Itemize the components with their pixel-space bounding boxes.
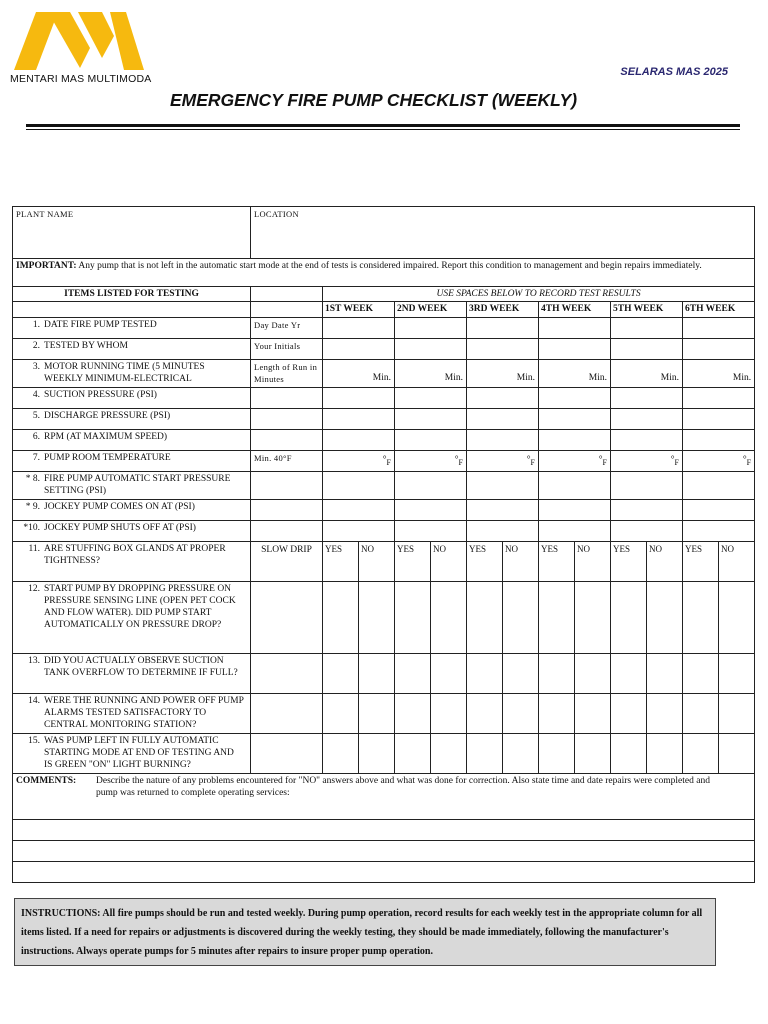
comments-cell[interactable] <box>13 774 755 820</box>
week-result-cell[interactable] <box>323 430 395 451</box>
minutes-unit: Min. <box>444 373 463 383</box>
week-result-cell[interactable] <box>683 521 755 542</box>
week-result-cell[interactable] <box>611 472 683 500</box>
fahrenheit-unit: F <box>530 457 535 467</box>
table-row <box>13 388 755 409</box>
week-result-cell[interactable] <box>467 500 539 521</box>
minutes-unit: Min. <box>516 373 535 383</box>
week-result-cell[interactable] <box>323 451 395 472</box>
week-result-cell[interactable] <box>539 409 611 430</box>
item-number: 5. <box>32 411 40 421</box>
item-text: DISCHARGE PRESSURE (PSI) <box>44 411 171 421</box>
weeks-blank-cell <box>13 302 251 318</box>
item-text: MOTOR RUNNING TIME (5 MINUTES WEEKLY MINIMUM-ELECTRICAL <box>44 362 205 384</box>
items-header-row <box>13 287 755 302</box>
week-result-cell[interactable] <box>611 430 683 451</box>
comments-instructions: Describe the nature of any problems encountered for "NO" answers above and what was done for correction. Also state time and date repairs were completed and pump was returned to complete operating services: <box>96 776 710 798</box>
yes-cell[interactable] <box>539 694 575 734</box>
week-result-cell[interactable] <box>323 500 395 521</box>
table-row <box>13 451 755 472</box>
no-cell[interactable] <box>575 654 611 694</box>
item-cell <box>13 500 251 521</box>
degree-symbol: ° <box>670 454 675 465</box>
table-row <box>13 318 755 339</box>
week-result-cell[interactable] <box>683 360 755 388</box>
item-note: Your Initials <box>251 339 323 360</box>
item-text: ARE STUFFING BOX GLANDS AT PROPER TIGHTNESS? <box>44 544 226 566</box>
item-note <box>251 409 323 430</box>
table-row <box>13 521 755 542</box>
week-result-cell[interactable] <box>539 339 611 360</box>
item-number: 4. <box>32 390 40 400</box>
yes-cell[interactable]: YES <box>611 542 647 582</box>
week-header-4: 4TH WEEK <box>539 302 611 318</box>
week-result-cell[interactable] <box>395 409 467 430</box>
plant-name-field[interactable] <box>13 207 251 259</box>
company-logo <box>10 10 160 85</box>
item-number: 1. <box>32 320 40 330</box>
week-result-cell[interactable] <box>539 318 611 339</box>
important-text: Any pump that is not left in the automatic start mode at the end of tests is considered impaired. Report this condition to management and begin repairs immediately. <box>78 261 702 271</box>
table-row <box>13 542 755 582</box>
yes-cell[interactable] <box>611 734 647 774</box>
item-cell <box>13 451 251 472</box>
week-result-cell[interactable] <box>611 388 683 409</box>
week-result-cell[interactable] <box>395 360 467 388</box>
fahrenheit-unit: F <box>458 457 463 467</box>
item-cell <box>13 388 251 409</box>
item-number: 14. <box>28 696 40 706</box>
item-cell <box>13 360 251 388</box>
week-result-cell[interactable] <box>539 388 611 409</box>
comment-line <box>13 862 755 883</box>
yes-cell[interactable] <box>539 654 575 694</box>
yes-cell[interactable] <box>395 694 431 734</box>
yes-cell[interactable] <box>395 582 431 654</box>
week-result-cell[interactable] <box>683 472 755 500</box>
item-note <box>251 388 323 409</box>
week-result-cell[interactable] <box>539 360 611 388</box>
item-text: FIRE PUMP AUTOMATIC START PRESSURE SETTING (PSI) <box>44 474 231 496</box>
item-cell <box>13 472 251 500</box>
no-cell[interactable] <box>575 694 611 734</box>
no-cell[interactable] <box>431 654 467 694</box>
comment-line-field[interactable] <box>13 841 755 862</box>
yes-cell[interactable]: YES <box>395 542 431 582</box>
week-result-cell[interactable] <box>395 388 467 409</box>
item-cell <box>13 430 251 451</box>
yes-cell[interactable] <box>467 734 503 774</box>
location-label: LOCATION <box>254 209 299 219</box>
week-result-cell[interactable] <box>683 451 755 472</box>
no-cell[interactable] <box>503 654 539 694</box>
comment-line <box>13 841 755 862</box>
item-number: 12. <box>28 584 40 594</box>
no-cell[interactable]: NO <box>503 542 539 582</box>
week-result-cell[interactable] <box>539 430 611 451</box>
company-name: MENTARI MAS MULTIMODA <box>10 73 152 85</box>
degree-symbol: ° <box>382 454 387 465</box>
title-divider-thin <box>26 129 740 130</box>
yes-cell[interactable] <box>467 654 503 694</box>
week-result-cell[interactable] <box>683 430 755 451</box>
week-result-cell[interactable] <box>323 360 395 388</box>
item-number: 15. <box>28 736 40 746</box>
fahrenheit-unit: F <box>386 457 391 467</box>
item-note <box>251 734 323 774</box>
week-result-cell[interactable] <box>395 451 467 472</box>
no-cell[interactable] <box>359 694 395 734</box>
item-text: DATE FIRE PUMP TESTED <box>44 320 157 330</box>
location-field[interactable] <box>251 207 755 259</box>
table-row <box>13 582 755 654</box>
instructions-box: INSTRUCTIONS: All fire pumps should be run and tested weekly. During pump operation, record results for each weekly test in the appropriate column for all items listed. If a need for repairs or adjustments is discovered during the weekly testing, they should be made immediately, following the manufacturer's instructions. Always operate pumps for 5 minutes after repairs to insure proper pump operation. <box>14 898 716 966</box>
item-number: 7. <box>32 453 40 463</box>
no-cell[interactable]: NO <box>359 542 395 582</box>
no-cell[interactable] <box>431 694 467 734</box>
plant-name-label: PLANT NAME <box>16 209 74 219</box>
table-row <box>13 360 755 388</box>
week-result-cell[interactable] <box>395 521 467 542</box>
week-result-cell[interactable] <box>467 521 539 542</box>
item-note <box>251 500 323 521</box>
week-result-cell[interactable] <box>323 318 395 339</box>
no-cell[interactable] <box>359 582 395 654</box>
yes-cell[interactable] <box>395 654 431 694</box>
week-result-cell[interactable] <box>611 318 683 339</box>
no-cell[interactable]: NO <box>647 542 683 582</box>
yes-cell[interactable] <box>539 734 575 774</box>
yes-cell[interactable] <box>323 582 359 654</box>
item-text: TESTED BY WHOM <box>44 341 128 351</box>
yes-cell[interactable]: YES <box>539 542 575 582</box>
minutes-unit: Min. <box>732 373 752 383</box>
yes-cell[interactable] <box>611 582 647 654</box>
table-row <box>13 654 755 694</box>
item-text: SUCTION PRESSURE (PSI) <box>44 390 157 400</box>
week-result-cell[interactable] <box>467 409 539 430</box>
minutes-unit: Min. <box>588 373 607 383</box>
yes-cell[interactable] <box>611 694 647 734</box>
yes-cell[interactable] <box>323 734 359 774</box>
week-result-cell[interactable] <box>323 409 395 430</box>
item-note <box>251 694 323 734</box>
table-row <box>13 472 755 500</box>
fahrenheit-unit: F <box>674 457 679 467</box>
week-result-cell[interactable] <box>323 521 395 542</box>
week-result-cell[interactable] <box>683 388 755 409</box>
week-header-5: 5TH WEEK <box>611 302 683 318</box>
item-cell <box>13 734 251 774</box>
week-header-6: 6TH WEEK <box>683 302 755 318</box>
yes-cell[interactable] <box>467 582 503 654</box>
item-number: *10. <box>23 523 40 533</box>
week-result-cell[interactable] <box>395 430 467 451</box>
document-code: SELARAS MAS 2025 <box>620 66 728 78</box>
weeks-blank-note-cell <box>251 302 323 318</box>
week-header-3: 3RD WEEK <box>467 302 539 318</box>
no-cell[interactable] <box>503 582 539 654</box>
item-note: Length of Run in Minutes <box>251 360 323 388</box>
yes-cell[interactable]: YES <box>323 542 359 582</box>
yes-cell[interactable] <box>539 582 575 654</box>
table-row <box>13 694 755 734</box>
degree-symbol: ° <box>454 454 459 465</box>
yes-cell[interactable] <box>467 694 503 734</box>
yes-cell[interactable]: YES <box>467 542 503 582</box>
item-cell <box>13 654 251 694</box>
item-number: 3. <box>32 362 40 372</box>
week-result-cell[interactable] <box>611 360 683 388</box>
item-cell <box>13 542 251 582</box>
week-result-cell[interactable] <box>539 500 611 521</box>
week-result-cell[interactable] <box>611 521 683 542</box>
week-result-cell[interactable] <box>467 360 539 388</box>
item-cell <box>13 694 251 734</box>
yes-cell[interactable] <box>323 694 359 734</box>
yes-cell[interactable] <box>323 654 359 694</box>
item-number: 2. <box>32 341 40 351</box>
item-note <box>251 430 323 451</box>
page-title: EMERGENCY FIRE PUMP CHECKLIST (WEEKLY) <box>170 90 578 110</box>
item-note <box>251 521 323 542</box>
item-number: 13. <box>28 656 40 666</box>
week-result-cell[interactable] <box>323 339 395 360</box>
item-note: Min. 40°F <box>251 451 323 472</box>
yes-cell[interactable] <box>683 694 719 734</box>
fahrenheit-unit: F <box>602 457 607 467</box>
table-row <box>13 734 755 774</box>
week-result-cell[interactable] <box>539 451 611 472</box>
no-cell[interactable] <box>647 654 683 694</box>
item-note: Day Date Yr <box>251 318 323 339</box>
mentari-logo-icon <box>14 10 144 70</box>
degree-symbol: ° <box>598 454 603 465</box>
item-text: PUMP ROOM TEMPERATURE <box>44 453 171 463</box>
week-result-cell[interactable] <box>683 500 755 521</box>
table-row <box>13 339 755 360</box>
results-header: USE SPACES BELOW TO RECORD TEST RESULTS <box>323 287 755 302</box>
item-number: 11. <box>28 544 40 554</box>
no-cell[interactable] <box>719 654 755 694</box>
no-cell[interactable]: NO <box>719 542 755 582</box>
item-text: JOCKEY PUMP SHUTS OFF AT (PSI) <box>44 523 196 533</box>
no-cell[interactable] <box>647 694 683 734</box>
important-row <box>13 259 755 287</box>
week-result-cell[interactable] <box>539 472 611 500</box>
no-cell[interactable] <box>575 582 611 654</box>
item-note: SLOW DRIP <box>251 542 323 582</box>
title-divider-thick <box>26 124 740 127</box>
item-text: WERE THE RUNNING AND POWER OFF PUMP ALARMS TESTED SATISFACTORY TO CENTRAL MONITORING STATION? <box>44 696 244 730</box>
week-result-cell[interactable] <box>395 500 467 521</box>
week-result-cell[interactable] <box>611 339 683 360</box>
header-row <box>13 207 755 259</box>
week-result-cell[interactable] <box>395 318 467 339</box>
item-text: DID YOU ACTUALLY OBSERVE SUCTION TANK OVERFLOW TO DETERMINE IF FULL? <box>44 656 238 678</box>
yes-cell[interactable] <box>395 734 431 774</box>
no-cell[interactable] <box>431 734 467 774</box>
degree-symbol: ° <box>742 454 747 465</box>
no-cell[interactable] <box>503 734 539 774</box>
no-cell[interactable]: NO <box>431 542 467 582</box>
comment-line-field[interactable] <box>13 820 755 841</box>
item-text: RPM (AT MAXIMUM SPEED) <box>44 432 168 442</box>
no-cell[interactable] <box>719 582 755 654</box>
week-result-cell[interactable] <box>467 339 539 360</box>
important-note <box>13 259 755 287</box>
week-result-cell[interactable] <box>395 472 467 500</box>
no-cell[interactable] <box>359 654 395 694</box>
no-cell[interactable] <box>719 734 755 774</box>
no-cell[interactable] <box>575 734 611 774</box>
no-cell[interactable] <box>647 582 683 654</box>
comments-row <box>13 774 755 820</box>
note-header-cell <box>251 287 323 302</box>
week-result-cell[interactable] <box>395 339 467 360</box>
minutes-unit: Min. <box>372 373 391 383</box>
comments-label: COMMENTS: <box>16 776 77 786</box>
item-number: * 8. <box>25 474 40 484</box>
no-cell[interactable] <box>503 694 539 734</box>
week-result-cell[interactable] <box>467 318 539 339</box>
item-cell <box>13 318 251 339</box>
yes-cell[interactable] <box>683 582 719 654</box>
week-result-cell[interactable] <box>323 388 395 409</box>
fahrenheit-unit: F <box>746 457 752 467</box>
no-cell[interactable] <box>647 734 683 774</box>
item-text: START PUMP BY DROPPING PRESSURE ON PRESSURE SENSING LINE (OPEN PET COCK AND FLOW WATER). DID PUMP START AUTOMATICALLY ON PRESSURE DROP? <box>44 584 236 630</box>
week-result-cell[interactable] <box>611 409 683 430</box>
item-text: JOCKEY PUMP COMES ON AT (PSI) <box>44 502 195 512</box>
no-cell[interactable] <box>359 734 395 774</box>
week-result-cell[interactable] <box>683 318 755 339</box>
item-cell <box>13 339 251 360</box>
item-text: WAS PUMP LEFT IN FULLY AUTOMATIC STARTING MODE AT END OF TESTING AND IS GREEN "ON" LIGHT BURNING? <box>44 736 234 770</box>
table-row <box>13 430 755 451</box>
week-result-cell[interactable] <box>467 430 539 451</box>
item-cell <box>13 409 251 430</box>
item-note <box>251 654 323 694</box>
week-result-cell[interactable] <box>467 388 539 409</box>
no-cell[interactable] <box>431 582 467 654</box>
no-cell[interactable]: NO <box>575 542 611 582</box>
week-result-cell[interactable] <box>611 451 683 472</box>
item-number: 6. <box>32 432 40 442</box>
week-result-cell[interactable] <box>467 472 539 500</box>
item-note <box>251 582 323 654</box>
no-cell[interactable] <box>719 694 755 734</box>
item-cell <box>13 582 251 654</box>
checklist-table <box>12 206 755 883</box>
week-result-cell[interactable] <box>467 451 539 472</box>
week-result-cell[interactable] <box>683 339 755 360</box>
week-header-1: 1ST WEEK <box>323 302 395 318</box>
yes-cell[interactable] <box>683 734 719 774</box>
minutes-unit: Min. <box>660 373 679 383</box>
week-header-2: 2ND WEEK <box>395 302 467 318</box>
week-result-cell[interactable] <box>611 500 683 521</box>
item-note <box>251 472 323 500</box>
yes-cell[interactable] <box>611 654 647 694</box>
table-row <box>13 500 755 521</box>
item-cell <box>13 521 251 542</box>
item-number: * 9. <box>25 502 40 512</box>
important-label: IMPORTANT: <box>16 261 77 271</box>
yes-cell[interactable] <box>683 654 719 694</box>
yes-cell[interactable]: YES <box>683 542 719 582</box>
comment-line <box>13 820 755 841</box>
table-row <box>13 409 755 430</box>
comment-line-field[interactable] <box>13 862 755 883</box>
week-result-cell[interactable] <box>323 472 395 500</box>
degree-symbol: ° <box>526 454 531 465</box>
items-header: ITEMS LISTED FOR TESTING <box>13 287 251 302</box>
week-result-cell[interactable] <box>683 409 755 430</box>
week-result-cell[interactable] <box>539 521 611 542</box>
weeks-row <box>13 302 755 318</box>
